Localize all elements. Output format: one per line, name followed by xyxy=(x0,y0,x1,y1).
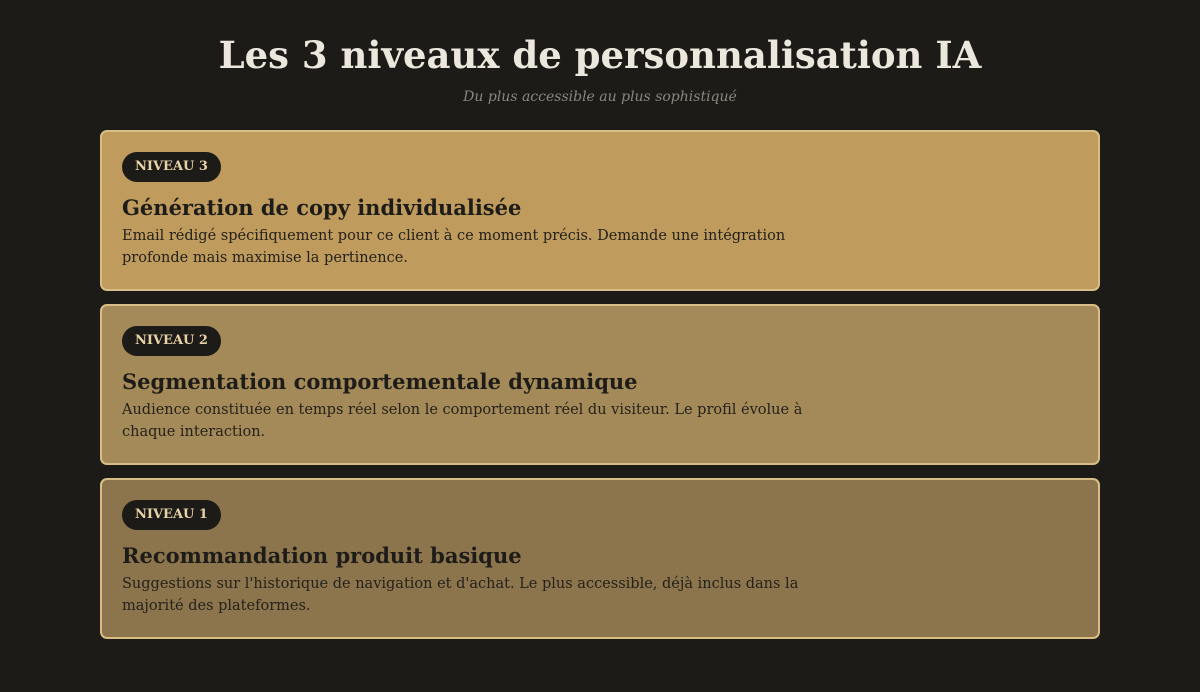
level-title: Recommandation produit basique xyxy=(122,543,522,568)
level-description: Email rédigé spécifiquement pour ce client à ce moment précis. Demande une intégration profonde mais maximise la pertinence. xyxy=(122,228,786,266)
page-subtitle: Du plus accessible au plus sophistiqué xyxy=(463,89,737,105)
level-badge: NIVEAU 3 xyxy=(122,152,221,182)
level-card-2 xyxy=(100,304,1100,465)
level-description: Suggestions sur l'historique de navigation et d'achat. Le plus accessible, déjà inclus dans la majorité des plateformes. xyxy=(122,576,799,614)
level-card-1 xyxy=(100,478,1100,639)
level-title: Génération de copy individualisée xyxy=(122,195,522,220)
level-title: Segmentation comportementale dynamique xyxy=(122,369,638,394)
level-description: Audience constituée en temps réel selon le comportement réel du visiteur. Le profil évolue à chaque interaction. xyxy=(122,402,803,440)
level-badge: NIVEAU 1 xyxy=(122,500,221,530)
level-card-3 xyxy=(100,130,1100,291)
page-title: Les 3 niveaux de personnalisation IA xyxy=(218,33,982,77)
level-badge: NIVEAU 2 xyxy=(122,326,221,356)
